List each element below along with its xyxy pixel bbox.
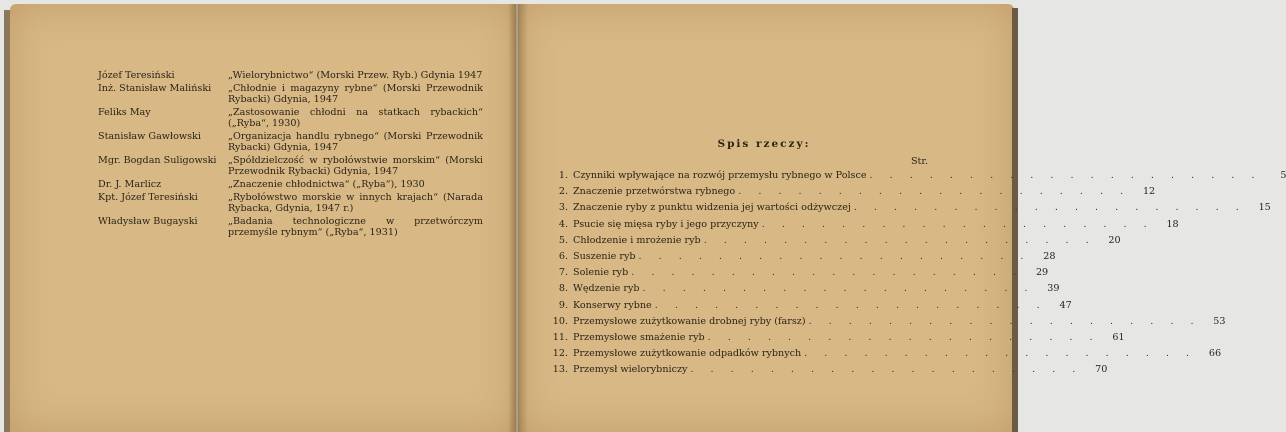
bibliography-entry: [98, 107, 483, 129]
toc-entry-title: Konserwy rybne: [573, 299, 652, 311]
toc-leader-dots: . . . . . . . . . . . . . . . . . . . .: [804, 348, 1197, 360]
toc-entry-page: 66: [1208, 348, 1222, 360]
toc-leader-dots: . . . . . . . . . . . . . . . . . . . .: [638, 250, 1031, 262]
table-of-contents: [548, 170, 1286, 380]
toc-entry-page: 20: [1108, 234, 1121, 246]
bibliography-title: „Badania technologiczne w przetwórczym przemyśle rybnym“ („Ryba“, 1931): [228, 216, 483, 238]
toc-leader-dots: . . . . . . . . . . . . . . . . . . . .: [642, 283, 1035, 295]
toc-entry-number: 8.: [558, 283, 568, 295]
bibliography-author: Józef Teresiński: [98, 70, 175, 81]
toc-leader-dots: . . . . . . . . . . . . . . . . . . . .: [707, 331, 1100, 343]
toc-heading: Spis rzeczy:: [717, 138, 811, 150]
bibliography-entry: [98, 192, 483, 214]
bibliography-author: Mgr. Bogdan Suligowski: [98, 155, 217, 166]
toc-entry-number: 3.: [558, 202, 568, 214]
toc-entry-page: 29: [1035, 267, 1049, 279]
bibliography-title: „Zastosowanie chłodni na statkach rybackich“ („Ryba“, 1930): [228, 107, 483, 129]
toc-entry-page: 61: [1112, 331, 1125, 343]
toc-entry: [548, 364, 1108, 380]
toc-entry-title: Przemysłowe zużytkowanie odpadków rybnych: [573, 348, 802, 360]
toc-entry-number: 6.: [558, 250, 568, 262]
toc-entry: [548, 234, 1121, 251]
toc-entry-title: Znaczenie ryby z punktu widzenia jej wartości odżywczej: [573, 202, 851, 214]
toc-entry-page: 12: [1142, 186, 1156, 198]
toc-entry-number: 12.: [552, 348, 568, 360]
bibliography-author: Dr. J. Marlicz: [98, 179, 162, 190]
bibliography-title: „Rybołówstwo morskie w innych krajach“ (Narada Rybacka, Gdynia, 1947 r.): [228, 192, 483, 214]
toc-entry-title: Wędzenie ryb: [573, 283, 640, 295]
toc-entry-page: 70: [1095, 364, 1108, 376]
toc-entry-number: 11.: [552, 331, 568, 343]
toc-leader-dots: . . . . . . . . . . . . . . . . . . . .: [869, 170, 1262, 181]
bibliography-author: Kpt. Józef Teresiński: [98, 192, 198, 203]
toc-entry-page: 47: [1059, 299, 1072, 311]
bibliography-title: „Organizacja handlu rybnego“ (Morski Przewodnik Rybacki) Gdynia, 1947: [228, 131, 483, 153]
bibliography-author: Stanisław Gawłowski: [98, 131, 201, 142]
toc-entry-title: Czynniki wpływające na rozwój przemysłu rybnego w Polsce: [573, 170, 867, 181]
toc-entry: [548, 315, 1226, 332]
toc-entry-title: Znaczenie przetwórstwa rybnego: [573, 186, 736, 198]
bibliography-entry: [98, 155, 483, 177]
toc-leader-dots: . . . . . . . . . . . . . . . . . . . .: [738, 186, 1131, 198]
toc-leader-dots: . . . . . . . . . . . . . . . . . . . .: [703, 234, 1096, 246]
toc-entry-number: 2.: [558, 186, 568, 198]
toc-entry-number: 10.: [552, 315, 568, 327]
toc-entry: [548, 202, 1271, 218]
toc-entry-page: 28: [1043, 250, 1056, 262]
toc-entry-title: Solenie ryb: [573, 267, 629, 279]
toc-entry-title: Przemysłowe smażenie ryb: [573, 331, 705, 343]
bibliography-title: „Znaczenie chłodnictwa“ („Ryba“), 1930: [228, 179, 425, 190]
toc-entry-title: Suszenie ryb: [573, 250, 636, 262]
toc-entry-number: 1.: [558, 170, 568, 181]
bibliography-list: [98, 70, 483, 240]
bibliography-entry: [98, 70, 483, 81]
toc-entry: [548, 331, 1125, 348]
toc-entry-number: 7.: [558, 267, 568, 279]
toc-leader-dots: . . . . . . . . . . . . . . . . . . . .: [690, 364, 1083, 376]
bibliography-title: „Spółdzielczość w rybołówstwie morskim“ (Morski Przewodnik Rybacki) Gdynia, 1947: [228, 155, 483, 177]
toc-entry-page: 15: [1258, 202, 1271, 214]
toc-leader-dots: . . . . . . . . . . . . . . . . . . . .: [761, 218, 1154, 230]
toc-entry-number: 4.: [558, 218, 568, 230]
toc-entry: [548, 348, 1222, 364]
toc-entry-page: 53: [1213, 315, 1226, 327]
toc-entry-title: Przemysłowe zużytkowanie drobnej ryby (farsz): [573, 315, 806, 327]
toc-entry-page: 5: [1280, 170, 1286, 181]
toc-entry-title: Psucie się mięsa ryby i jego przyczyny: [573, 218, 759, 230]
toc-leader-dots: . . . . . . . . . . . . . . . . . . . .: [631, 267, 1024, 279]
toc-entry: [548, 267, 1049, 283]
toc-page-column-label: Str.: [910, 156, 928, 167]
toc-entry-page: 18: [1166, 218, 1179, 230]
toc-entry: [548, 218, 1179, 235]
toc-entry: [548, 283, 1060, 299]
toc-entry: [548, 299, 1072, 316]
toc-entry: [548, 250, 1056, 267]
bibliography-title: „Chłodnie i magazyny rybne“ (Morski Przewodnik Rybacki) Gdynia, 1947: [228, 83, 483, 105]
bibliography-entry: [98, 179, 483, 190]
bibliography-entry: [98, 131, 483, 153]
toc-entry: [548, 186, 1156, 202]
toc-entry-number: 9.: [558, 299, 568, 311]
book-gutter: [508, 4, 528, 432]
toc-entry: [548, 170, 1286, 186]
toc-entry-title: Przemysł wielorybniczy: [573, 364, 688, 376]
bibliography-author: Inż. Stanisław Maliński: [98, 83, 212, 94]
toc-entry-number: 13.: [552, 364, 568, 376]
bibliography-author: Władysław Bugayski: [98, 216, 198, 227]
toc-leader-dots: . . . . . . . . . . . . . . . . . . . .: [654, 299, 1047, 311]
bibliography-entry: [98, 83, 483, 105]
bibliography-title: „Wielorybnictwo“ (Morski Przew. Ryb.) Gdynia 1947: [228, 70, 483, 81]
toc-entry-number: 5.: [558, 234, 568, 246]
toc-entry-title: Chłodzenie i mrożenie ryb: [573, 234, 701, 246]
toc-entry-page: 39: [1047, 283, 1060, 295]
bibliography-author: Feliks May: [98, 107, 151, 118]
toc-leader-dots: . . . . . . . . . . . . . . . . . . . .: [853, 202, 1246, 214]
bibliography-entry: [98, 216, 483, 238]
toc-leader-dots: . . . . . . . . . . . . . . . . . . . .: [808, 315, 1201, 327]
